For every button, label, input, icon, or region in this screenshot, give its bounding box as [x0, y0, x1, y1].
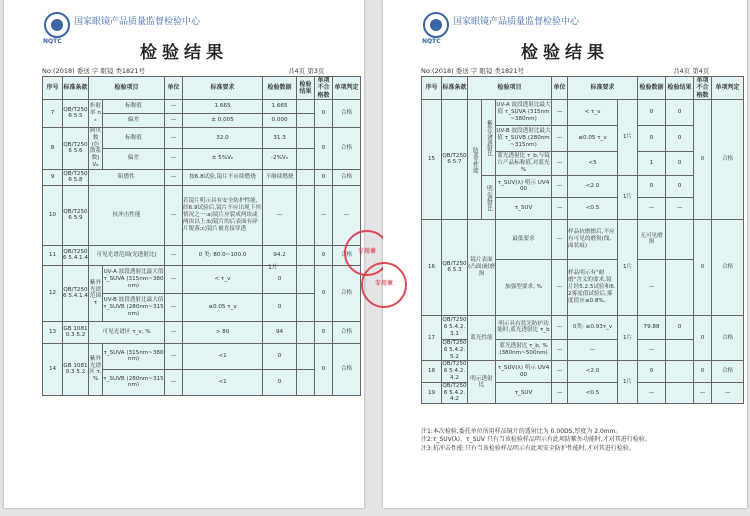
sample-quantity: 1片: [268, 264, 278, 271]
cell-group: 紫外光谱区 τ, %: [89, 343, 103, 395]
inspection-stamp: 专用章: [344, 230, 390, 276]
page-number: 共4页 第3页: [288, 67, 325, 75]
cell-verdict: 合格: [712, 219, 744, 315]
cell-fail: 0: [694, 315, 712, 360]
cell-group: 阿贝数(色散系数) Vₑ: [89, 127, 102, 168]
cell-item: 最低要求: [496, 219, 552, 259]
cell-req: 若镜片明示具有安全防护性能,经6.9试验后,镜片不应出现下列情况之一:a)镜片应裂成两块或两块以上;b)镜片的后表面有碎片脱落;c)镜片被直接穿透: [183, 185, 263, 245]
cell-req: <2.0: [568, 175, 618, 197]
table-row: [422, 99, 744, 125]
logo-text: NQTC: [422, 38, 441, 45]
cell-fail: 0: [315, 265, 333, 321]
report-page-4: [374, 0, 747, 508]
inspection-stamp: 专用章: [361, 262, 407, 308]
cell-unit: —: [552, 315, 568, 339]
cell-result: [297, 343, 315, 369]
cell-group: 防蓝光性能: [468, 99, 482, 219]
cell-fail: 0: [694, 99, 712, 219]
note-3: 注3:抗冲击性能:只有当该检验样品明示有此项安全防护性能时,才对其进行检验。: [421, 444, 635, 452]
cell-req: < τ_v: [183, 265, 263, 293]
cell-result: [297, 265, 315, 293]
header-requirement: 标准要求: [568, 77, 638, 100]
notes: [421, 428, 739, 453]
cell-item: UV-A 波段透射比最大值 τ_SUVA (315nm~380nm): [103, 265, 165, 293]
note-2: 注2:τ_SUV(λ)、τ_SUV 只有当该检验样品明示有此项防紫外功能时,才对其进行检验。: [421, 436, 651, 444]
cell-qty: 1片: [618, 315, 638, 360]
page-title: 检验结果: [521, 43, 609, 63]
cell-clause: QB/T2506 5.8: [63, 170, 88, 184]
cell-item: 偏差: [103, 148, 165, 169]
cell-clause: QB/T2506 5.6: [63, 127, 89, 169]
cell-fail: 0: [315, 99, 333, 127]
cell-unit: —: [552, 339, 568, 360]
header-fail-count: 单项不合格数: [315, 77, 333, 100]
cell-result: [666, 339, 694, 360]
cell-clause: QB/T2506 5.4.1.4: [63, 245, 89, 265]
cell-req: <5: [568, 151, 618, 175]
cell-fail: 0: [315, 343, 333, 395]
cell-unit: —: [165, 169, 183, 185]
cell-item: 可见光谱区 τ_v, %: [89, 321, 165, 343]
cell-group: 折射率 nₑ: [89, 99, 103, 127]
cell-unit: —: [165, 321, 183, 343]
cell-result: [297, 148, 315, 169]
cell-result: 0: [666, 315, 694, 339]
cell-clause: QB/T2506 5.5: [63, 99, 89, 127]
cell-clause: QB/T2506 5.4.1.4: [63, 265, 89, 321]
cell-req: 32.0: [183, 127, 263, 148]
cell-unit: —: [165, 185, 183, 245]
header-seq: 序号: [422, 77, 442, 100]
cell-item: 偏差: [103, 113, 165, 127]
cell-unit: —: [552, 151, 568, 175]
cell-verdict: —: [333, 185, 361, 245]
cell-data: 0: [263, 369, 297, 395]
header-clause: 标准条款: [442, 77, 468, 100]
cell-result: [297, 185, 315, 245]
table-row: [43, 99, 361, 113]
cell-unit: —: [165, 99, 183, 113]
cell-subgroup: 明示透射比: [482, 175, 496, 219]
cell-result: 0: [666, 125, 694, 151]
cell-data: 0: [263, 293, 297, 321]
table-row: [43, 265, 361, 293]
cell-req: <1: [183, 343, 263, 369]
cell-seq: 18: [422, 361, 442, 382]
cell-result: [666, 259, 694, 315]
cell-result: [666, 382, 694, 403]
cell-result: [297, 293, 315, 321]
table-header: [43, 77, 361, 100]
report-number: No:(2018) 委送 字 眼镜 类1821号: [421, 67, 524, 75]
header-seq: 序号: [43, 77, 63, 100]
org-name: 国家眼镜产品质量监督检验中心: [453, 17, 580, 27]
nqtc-logo: [423, 12, 449, 38]
cell-clause: QB/T2506 5.4.2.3.1: [442, 315, 468, 339]
cell-data: —: [638, 382, 666, 403]
cell-seq: 10: [43, 185, 63, 245]
cell-unit: —: [165, 343, 183, 369]
cell-data: 94.2: [263, 245, 297, 265]
cell-req: < τ_v: [568, 99, 618, 125]
cell-seq: 9: [43, 169, 63, 185]
cell-result: [666, 219, 694, 259]
cell-req: <1: [183, 369, 263, 395]
cell-req: —: [568, 339, 618, 360]
cell-fail: 0: [694, 219, 712, 315]
cell-clause: GB 10810.3 5.2: [63, 343, 89, 395]
cell-unit: —: [165, 127, 183, 148]
cell-fail: 0: [315, 127, 333, 169]
header-fail-count: 单项不合格数: [694, 77, 712, 100]
header-data: 检验数据: [638, 77, 666, 100]
cell-verdict: 合格: [333, 265, 361, 321]
cell-item: 蓝光透射比 τ_b, % (380nm~500nm): [496, 339, 552, 360]
cell-req: ± 0.005: [183, 113, 263, 127]
header-verdict: 单项判定: [333, 77, 361, 100]
cell-result: —: [666, 197, 694, 219]
table-row: [422, 315, 744, 339]
cell-result: [666, 361, 694, 382]
cell-req: ± 5%Vₑ: [183, 148, 263, 169]
cell-item: τ_SUV: [496, 382, 552, 403]
cell-result: [297, 169, 315, 185]
cell-verdict: —: [712, 382, 744, 403]
cell-verdict: 合格: [333, 321, 361, 343]
header-clause: 标准条款: [63, 77, 89, 100]
cell-verdict: 合格: [333, 169, 361, 185]
cell-verdict: 合格: [333, 127, 361, 169]
table-row: [43, 245, 361, 265]
cell-data: 0.000: [263, 113, 297, 127]
cell-req: 样品抗磨擦后,不应有可见的磨损(线、面状痕): [568, 219, 618, 259]
cell-result: [297, 321, 315, 343]
cell-clause: GB 10810.3 5.2: [63, 321, 89, 343]
cell-unit: —: [552, 197, 568, 219]
cell-item: τ_SUVB (280nm~315nm): [103, 369, 165, 395]
cell-clause: QB/T2506 5.7: [442, 99, 468, 219]
cell-unit: —: [552, 125, 568, 151]
cell-seq: 8: [43, 127, 63, 169]
cell-data: 0: [263, 265, 297, 293]
table-row: [422, 361, 744, 382]
cell-unit: —: [165, 265, 183, 293]
table-row: [43, 169, 361, 185]
page-title: 检验结果: [140, 43, 228, 63]
cell-data: 不继续燃烧: [263, 169, 297, 185]
cell-unit: —: [552, 219, 568, 259]
cell-item: τ_SUVA (315nm~380nm): [103, 343, 165, 369]
cell-item: UV-A 波段透射比最大值 τ_SUVA (315nm~380nm): [496, 99, 552, 125]
cell-result: [297, 127, 315, 148]
cell-item: 可见光谱范围(光透射比): [89, 245, 165, 265]
cell-data: —: [638, 259, 666, 315]
cell-req: <0.5: [568, 197, 618, 219]
cell-clause: QB/T2506 5.4.2.4.2: [442, 361, 467, 381]
cell-req: <2.0: [568, 361, 618, 382]
cell-req: <0.5: [568, 382, 618, 403]
cell-qty: 1片: [618, 361, 638, 404]
cell-unit: —: [165, 148, 183, 169]
cell-seq: 15: [422, 99, 442, 219]
cell-result: [297, 99, 315, 113]
inspection-table: [421, 76, 744, 404]
cell-item: τ_SUV(λ) 明示 UV400: [496, 361, 552, 382]
table-row: [422, 219, 744, 259]
header-result: 检验结果: [666, 77, 694, 100]
header-unit: 单位: [552, 77, 568, 100]
page-number: 共4页 第4页: [673, 67, 710, 75]
cell-req: > 80: [183, 321, 263, 343]
cell-unit: —: [165, 113, 183, 127]
header-result: 检验结果: [297, 77, 315, 100]
cell-seq: 11: [43, 245, 63, 265]
cell-fail: 0: [694, 361, 712, 382]
cell-unit: —: [165, 369, 183, 395]
cell-unit: —: [552, 175, 568, 197]
cell-clause: QB/T2506 5.4.2.5.2: [442, 339, 467, 360]
cell-clause: QB/T2506 5.4.2.4.2: [442, 382, 467, 403]
cell-item: 蓝光透射比 τ_b,与镜片产品标称值,对蓝光 %: [496, 151, 552, 175]
cell-data: 无可见磨损: [638, 219, 666, 259]
table-row: [43, 127, 361, 148]
cell-seq: 16: [422, 219, 442, 315]
cell-data: —: [263, 185, 297, 245]
header-item: 检验项目: [468, 77, 552, 100]
cell-seq: 12: [43, 265, 63, 321]
header-verdict: 单项判定: [712, 77, 744, 100]
cell-qty: 1片: [618, 99, 638, 175]
cell-qty: 1片: [618, 175, 638, 219]
cell-verdict: 合格: [333, 99, 361, 127]
cell-data: 0: [638, 125, 666, 151]
cell-fail: —: [315, 185, 333, 245]
cell-data: 1.665: [263, 99, 297, 113]
cell-clause: QB/T2506 5.3: [442, 219, 468, 315]
cell-item: τ_SUV(λ) 明示 UV400: [496, 175, 552, 197]
cell-group: 镜片表面(凸面)耐磨损: [468, 219, 496, 315]
logo-text: NQTC: [43, 38, 62, 45]
cell-req: 样品明示有"耐磨"含义的要求,镜片经5.2.5试验和6.2雾度值试验后,雾度值应≤0.8%。: [568, 259, 618, 315]
cell-unit: —: [552, 99, 568, 125]
cell-data: 0: [638, 99, 666, 125]
cell-seq: 7: [43, 99, 63, 127]
cell-verdict: 合格: [333, 245, 361, 265]
cell-group: 明示透射比: [468, 361, 496, 404]
cell-item: UV-B 波段透射比最大值 τ_SUVB (280nm~315nm): [496, 125, 552, 151]
cell-item: 抗冲击性能: [89, 185, 165, 245]
cell-item: τ_SUV: [496, 197, 552, 219]
cell-seq: 13: [43, 321, 63, 343]
inspection-table: [42, 76, 361, 396]
cell-req: 1.665: [183, 99, 263, 113]
cell-data: -2%Vₑ: [263, 148, 297, 169]
report-number: No:(2018) 委送 字 眼镜 类1821号: [42, 67, 145, 75]
cell-qty: 1片: [618, 219, 638, 315]
cell-fail: 0: [315, 245, 333, 265]
cell-seq: 17: [422, 315, 442, 360]
org-name: 国家眼镜产品质量监督检验中心: [74, 17, 201, 27]
cell-verdict: 合格: [712, 315, 744, 360]
cell-item: UV-B 波段透射比最大值 τ_SUVB (280nm~315nm): [103, 293, 165, 321]
cell-data: 0: [263, 343, 297, 369]
cell-item: 加强型要求, %: [496, 259, 552, 315]
cell-result: [297, 369, 315, 395]
header-requirement: 标准要求: [183, 77, 263, 100]
cell-item: 明示具有蓝光防护功能时,蓝光透射比 τ_b: [496, 315, 552, 339]
cell-result: [297, 113, 315, 127]
cell-data: 1: [638, 151, 666, 175]
cell-subgroup: 紫外光谱透射比: [482, 99, 496, 175]
cell-seq: 14: [43, 343, 63, 395]
cell-result: 0: [666, 99, 694, 125]
cell-req: ≤0.05 τ_v: [568, 125, 618, 151]
cell-unit: —: [165, 293, 183, 321]
cell-item: 标称值: [103, 127, 165, 148]
cell-data: 31.3: [263, 127, 297, 148]
cell-unit: —: [552, 382, 568, 403]
cell-verdict: 合格: [333, 343, 361, 395]
cell-data: 0: [638, 361, 666, 382]
nqtc-logo: [44, 12, 70, 38]
cell-clause: QB/T2506 5.9: [63, 185, 89, 245]
cell-result: 0: [666, 175, 694, 197]
cell-unit: —: [552, 361, 568, 382]
table-row: [43, 321, 361, 343]
cell-item: 阻燃性: [89, 169, 165, 185]
header-data: 检验数据: [263, 77, 297, 100]
table-header: [422, 77, 744, 100]
cell-data: —: [638, 339, 666, 360]
cell-data: —: [638, 197, 666, 219]
cell-verdict: 合格: [712, 99, 744, 219]
cell-group: 蓝光性能: [468, 315, 496, 360]
header-item: 检验项目: [89, 77, 165, 100]
cell-verdict: 合格: [712, 361, 744, 382]
cell-req: 按6.8试验,镜片不应续燃烧: [183, 169, 263, 185]
cell-data: 79.88: [638, 315, 666, 339]
cell-seq: 19: [422, 382, 442, 403]
cell-fail: —: [694, 382, 712, 403]
note-1: 注1:本次检验,委托单位所用样品镜片的透射比为 0.00DS,厚度为 2.0mm。: [421, 428, 622, 435]
cell-unit: —: [552, 259, 568, 315]
cell-result: 0: [666, 151, 694, 175]
cell-item: 标称值: [103, 99, 165, 113]
header-unit: 单位: [165, 77, 183, 100]
cell-req: ≤0.05 τ_v: [183, 293, 263, 321]
cell-req: 0 类: 80.0~100.0: [183, 245, 263, 265]
cell-data: 94: [263, 321, 297, 343]
cell-result: [297, 245, 315, 265]
cell-unit: —: [165, 245, 183, 265]
table-row: [43, 185, 361, 245]
cell-req: 0类: ≤0.93τ_v: [568, 315, 618, 339]
cell-group: 紫外光谱范围 τ: [89, 265, 103, 321]
cell-fail: 0: [315, 169, 333, 185]
table-row: [43, 343, 361, 369]
cell-fail: 0: [315, 321, 333, 343]
report-page-3: [4, 0, 376, 508]
cell-data: 0: [638, 175, 666, 197]
